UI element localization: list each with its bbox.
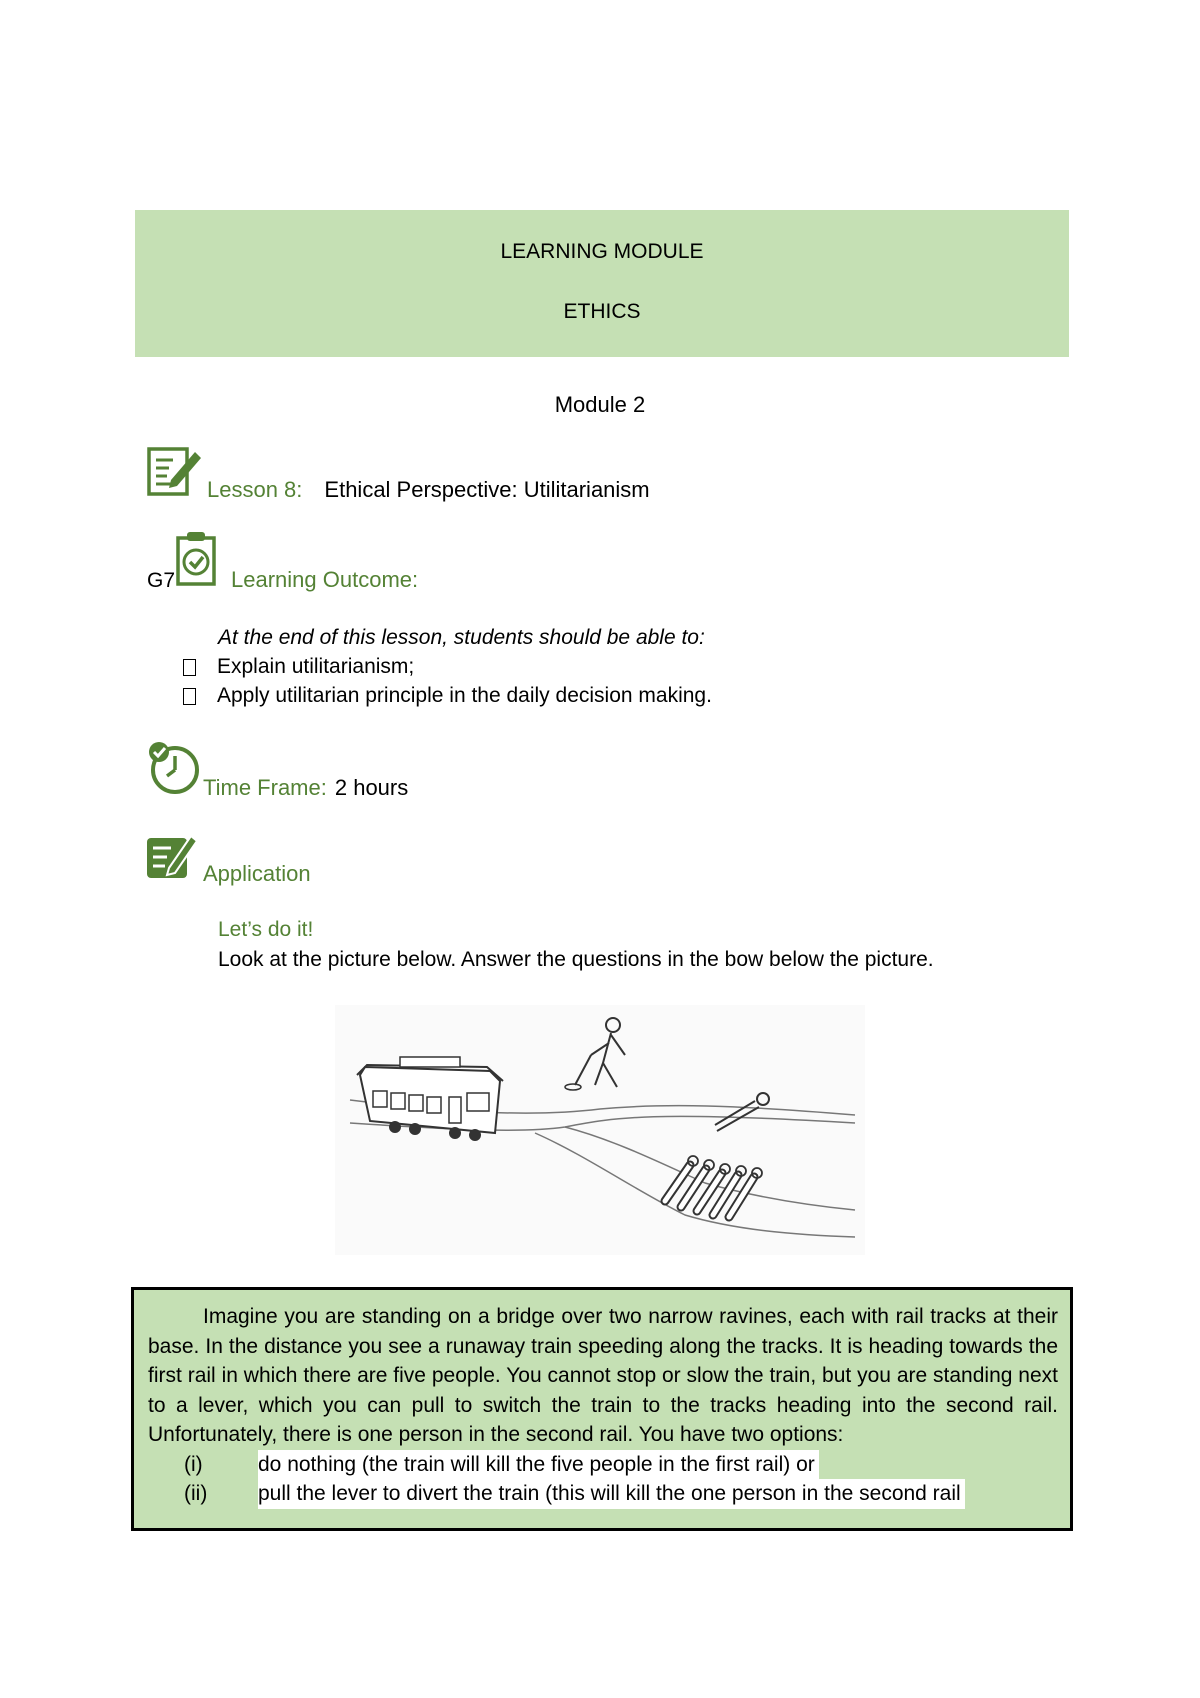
scenario-option-2: (ii) pull the lever to divert the train (this will kill the one person in the second rail	[148, 1479, 1058, 1509]
outcome-item-2: Apply utilitarian principle in the daily decision making.	[183, 684, 712, 708]
application-row	[145, 832, 311, 887]
outcome-row	[147, 530, 418, 593]
lever-person-icon	[565, 1018, 625, 1090]
outcome-label: Learning Outcome:	[231, 567, 419, 592]
trolley-illustration	[335, 1005, 865, 1255]
five-people-icon	[665, 1156, 762, 1217]
outcome-intro: At the end of this lesson, students should be able to:	[218, 626, 705, 649]
lesson-title: Ethical Perspective: Utilitarianism	[324, 477, 650, 502]
instruction-text: Look at the picture below. Answer the questions in the bow below the picture.	[218, 948, 934, 971]
trolley-drawing	[335, 1005, 865, 1255]
bullet-box-icon	[183, 688, 196, 705]
header-title: LEARNING MODULE	[500, 240, 704, 263]
header-subject: ETHICS	[563, 300, 641, 323]
module-label: Module 2	[554, 392, 646, 417]
single-person-icon	[715, 1093, 769, 1131]
time-frame-row	[145, 740, 408, 801]
edit-checklist-icon	[145, 832, 199, 887]
lesson-row	[147, 446, 650, 503]
outcome-prefix: G7	[147, 569, 176, 592]
bullet-box-icon	[183, 659, 196, 676]
application-label: Application	[203, 861, 311, 886]
time-frame-value: 2 hours	[334, 775, 409, 800]
clock-check-icon	[145, 740, 203, 801]
scenario-box	[131, 1287, 1073, 1531]
lesson-document-icon	[147, 446, 203, 503]
scenario-paragraph: Imagine you are standing on a bridge over two narrow ravines, each with rail tracks at their base. In the distance you see a runaway train speeding along the tracks. It is heading towards the first rail in which there are five people. You cannot stop or slow the train, but you are standing next to a lever, which you can pull to switch the train to the tracks heading into the second rail. Unfortunately, there is one person in the second rail. You have two options:	[148, 1305, 1058, 1446]
scenario-option-1: (i) do nothing (the train will kill the five people in the first rail) or	[148, 1450, 1058, 1480]
lesson-label: Lesson 8:	[207, 477, 303, 502]
time-frame-label: Time Frame:	[203, 775, 327, 800]
lets-do-it-heading: Let’s do it!	[218, 918, 314, 941]
outcome-item-1: Explain utilitarianism;	[183, 655, 414, 679]
header-banner	[135, 210, 1069, 357]
clipboard-check-icon	[175, 530, 217, 593]
